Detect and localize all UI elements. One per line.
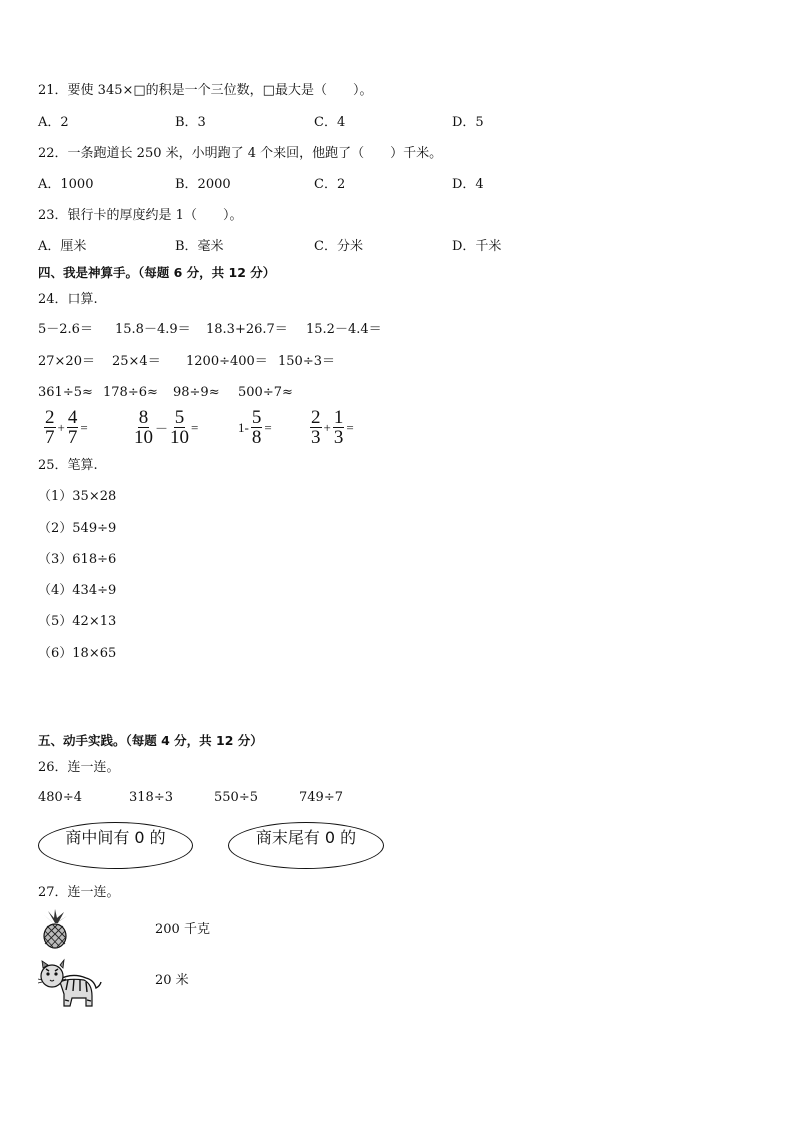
q24-fraction-1: [44, 408, 90, 447]
minus-sign: －: [155, 421, 169, 436]
ellipse-label: 商末尾有 0 的: [255, 828, 357, 847]
q24-r3-c4: 500÷7≈: [238, 385, 293, 400]
q26-expr-3: 550÷5: [214, 790, 258, 805]
q25-item-3: （3）618÷6: [38, 552, 117, 567]
q24-text: 24．口算.: [38, 292, 98, 307]
q24-r2-c2: 25×4＝: [112, 354, 161, 369]
q25-item-5: （5）42×13: [38, 614, 117, 629]
q22-option-d: D．4: [452, 177, 484, 192]
q23-option-d: D．千米: [452, 239, 502, 254]
denominator: 7: [67, 427, 78, 448]
numerator: 8: [138, 407, 149, 428]
q21-text: 21．要使 345×□的积是一个三位数，□最大是（ ）。: [38, 83, 373, 98]
numerator: 4: [67, 407, 78, 428]
q25-item-1: （1）35×28: [38, 489, 117, 504]
q23-option-b: B．毫米: [175, 239, 224, 254]
q24-r3-c3: 98÷9≈: [173, 385, 220, 400]
q22-text: 22．一条跑道长 250 米，小明跑了 4 个来回，他跑了（ ）千米。: [38, 146, 443, 161]
q24-r3-c2: 178÷6≈: [103, 385, 158, 400]
q21-option-c: C．4: [314, 115, 346, 130]
denominator: 10: [170, 427, 190, 448]
section5-title: 五、动手实践。（每题 4 分，共 12 分）: [38, 733, 263, 748]
pineapple-icon: [38, 909, 72, 949]
section4-title: 四、我是神算手。（每题 6 分，共 12 分）: [38, 265, 276, 280]
numerator: 5: [174, 407, 185, 428]
denominator: 10: [134, 427, 153, 448]
q24-fraction-4: [310, 408, 356, 447]
q25-item-6: （6）18×65: [38, 646, 117, 661]
equals-sign: =: [264, 419, 272, 435]
q22-option-a: A．1000: [38, 177, 94, 192]
numerator: 2: [45, 407, 55, 428]
numerator: 1: [333, 407, 344, 428]
q24-r2-c4: 150÷3＝: [278, 354, 335, 369]
q26-expr-1: 480÷4: [38, 790, 82, 805]
ellipse-quotient-middle-zero[interactable]: [38, 822, 193, 869]
q24-r1-c2: 15.8－4.9＝: [115, 322, 191, 337]
equals-sign: =: [346, 419, 354, 435]
plus-sign: +: [323, 419, 331, 435]
numerator: 5: [251, 407, 262, 428]
q26-expr-2: 318÷3: [129, 790, 173, 805]
q26-expr-4: 749÷7: [299, 790, 343, 805]
denominator: 3: [311, 427, 321, 448]
q26-text: 26．连一连。: [38, 760, 120, 775]
q21-option-b: B．3: [175, 115, 206, 130]
q23-text: 23．银行卡的厚度约是 1（ ）。: [38, 208, 243, 223]
denominator: 7: [45, 427, 55, 448]
denominator: 8: [251, 427, 262, 448]
q25-item-4: （4）434÷9: [38, 583, 117, 598]
q23-option-a: A．厘米: [38, 239, 87, 254]
ellipse-quotient-end-zero[interactable]: [228, 822, 384, 869]
denominator: 3: [333, 427, 344, 448]
q27-text: 27．连一连。: [38, 885, 120, 900]
q24-r1-c3: 18.3+26.7＝: [206, 322, 288, 337]
q22-option-c: C．2: [314, 177, 346, 192]
q25-item-2: （2）549÷9: [38, 521, 117, 536]
q24-r2-c3: 1200÷400＝: [186, 354, 268, 369]
ellipse-label: 商中间有 0 的: [65, 828, 166, 847]
q24-fraction-2: [134, 408, 200, 447]
q21-option-d: D．5: [452, 115, 484, 130]
q24-fraction-3: [236, 408, 274, 447]
q25-text: 25．笔算.: [38, 458, 98, 473]
tiger-icon: [38, 958, 102, 1008]
numerator: 2: [311, 407, 321, 428]
equals-sign: =: [80, 419, 88, 435]
q21-option-a: A．2: [38, 115, 69, 130]
q24-r2-c1: 27×20＝: [38, 354, 95, 369]
q24-r3-c1: 361÷5≈: [38, 385, 93, 400]
equals-sign: =: [191, 419, 199, 435]
prefix: 1-: [238, 419, 249, 435]
q27-label-2: 20 米: [155, 973, 189, 988]
q24-r1-c1: 5－2.6＝: [38, 322, 93, 337]
q22-option-b: B．2000: [175, 177, 231, 192]
plus-sign: +: [57, 419, 65, 435]
q27-label-1: 200 千克: [155, 922, 210, 937]
q24-r1-c4: 15.2－4.4＝: [306, 322, 382, 337]
q23-option-c: C．分米: [314, 239, 363, 254]
